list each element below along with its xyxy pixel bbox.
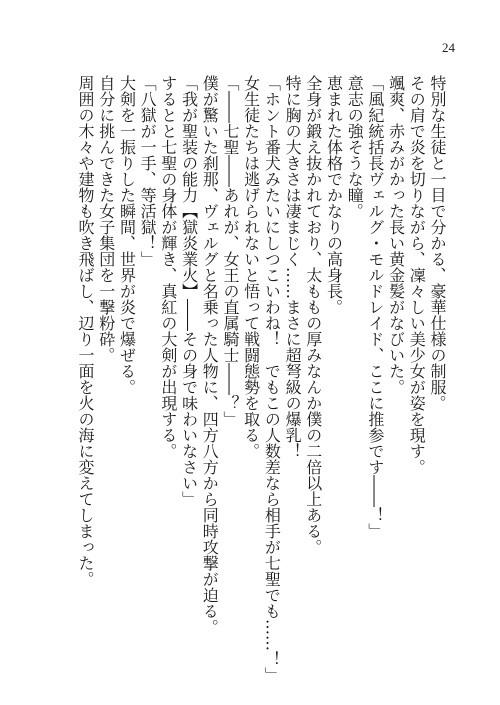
body-text xyxy=(74,75,447,683)
text-line: 女生徒たちは逃げられないと悟って戦闘態勢を取る。 xyxy=(241,75,261,459)
text-line: 「八獄が一手、等活獄！」 xyxy=(138,75,158,267)
text-line: 恵まれた体格でかなりの高身長。 xyxy=(324,75,344,315)
text-line: 颯爽、赤みがかった長い黄金髪がなびいた。 xyxy=(386,75,406,395)
text-line: 大剣を一振りした瞬間、世界が炎で爆ぜる。 xyxy=(117,75,137,395)
text-line: 「ホント番犬みたいにしつこいわね！ でもこの人数差なら相手が七聖でも……！」 xyxy=(262,75,282,683)
text-line: 特に胸の大きさは凄まじく……まさに超弩級の爆乳！ xyxy=(283,75,303,459)
text-line: 特別な生徒と一目で分かる、豪華仕様の制服。 xyxy=(428,75,447,411)
text-line: するとと七聖の身体が輝き、真紅の大剣が出現する。 xyxy=(158,75,178,459)
text-line: 「――七聖――あれが、女王の直属騎士――？」 xyxy=(220,75,240,427)
text-line: 周囲の木々や建物も吹き飛ばし、辺り一面を火の海に変えてしまった。 xyxy=(76,75,96,587)
text-line: 「風紀統括長ヴェルグ・モルドレイド、ここに推参です――！」 xyxy=(365,75,385,539)
page-number: 24 xyxy=(442,40,455,55)
text-line: 「我が聖装の能力【獄炎業火】――その身で味わいなさい」 xyxy=(179,75,199,507)
text-line: 僕が驚いた刹那、ヴェルグと名乗った人物に、四方八方から同時攻撃が迫る。 xyxy=(200,75,220,635)
text-line: 自分に挑んできた女子集団を一撃粉砕。 xyxy=(96,75,116,363)
text-line: その肩で炎を切りながら、凜々しい美少女が姿を現す。 xyxy=(407,75,427,475)
text-line: 意志の強そうな瞳。 xyxy=(345,75,365,219)
text-line: 全身が鍛え抜かれており、太ももの厚みなんか僕の二倍以上ある。 xyxy=(303,75,323,555)
